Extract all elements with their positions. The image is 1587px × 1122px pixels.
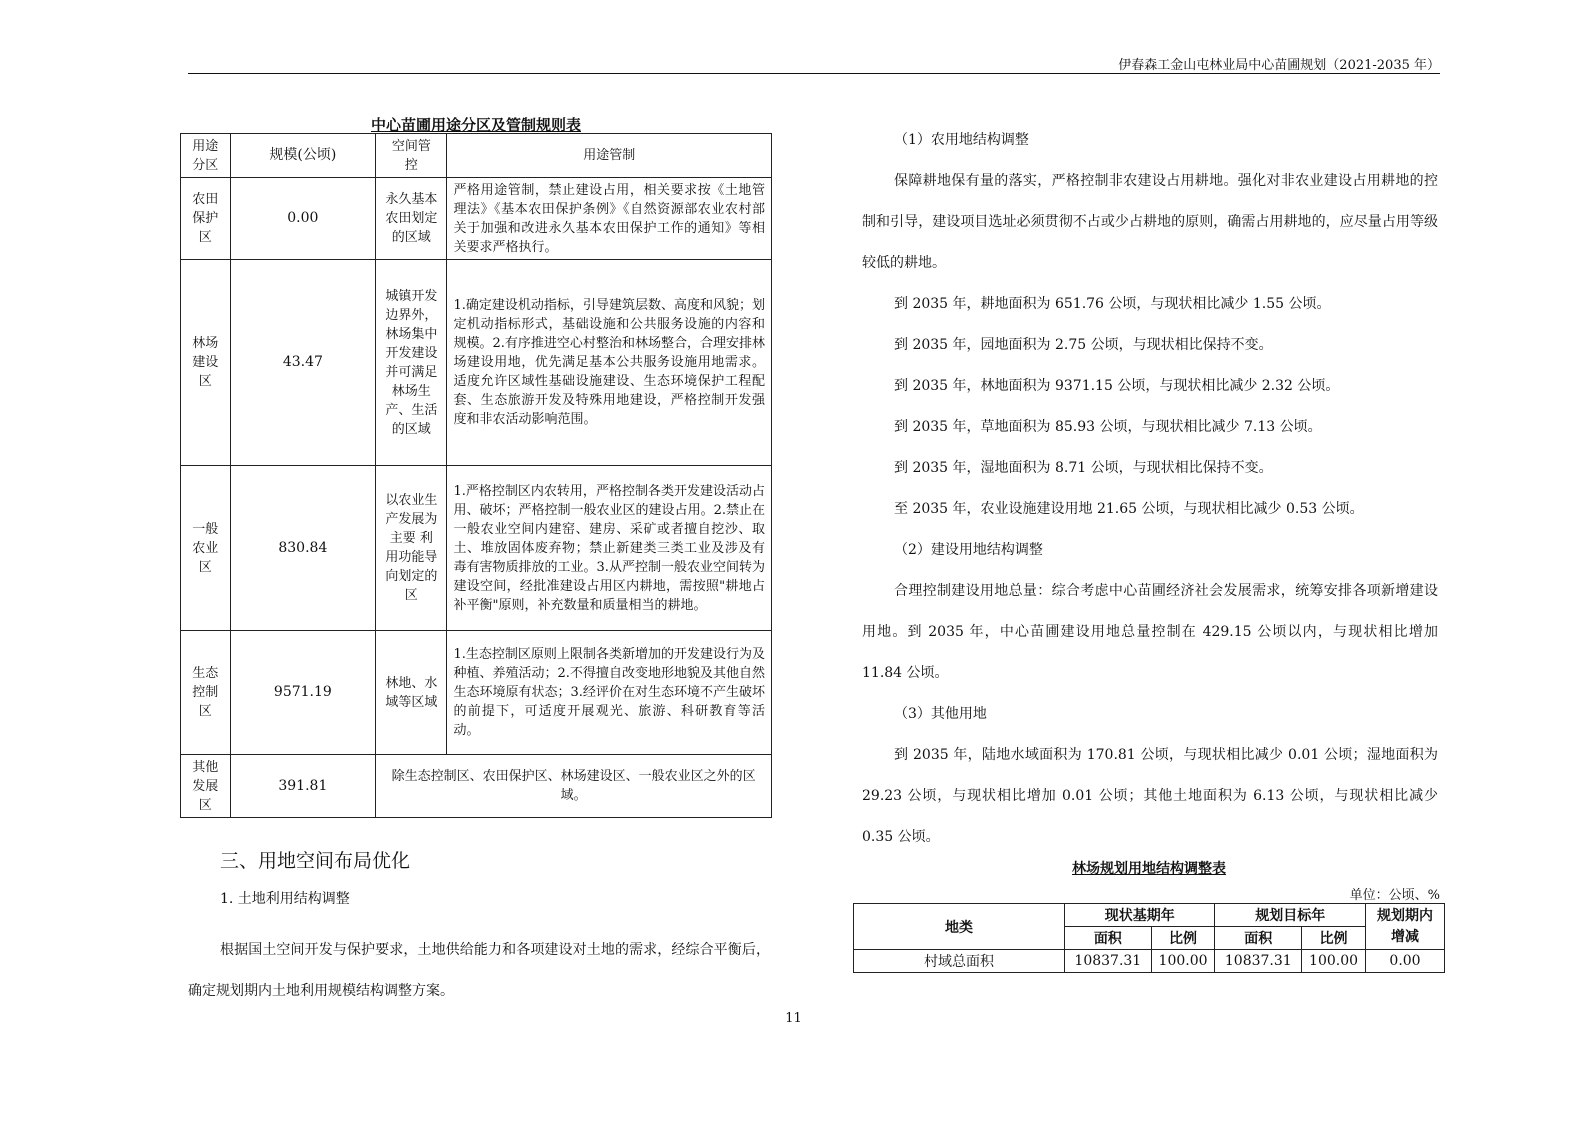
merged-usage-cell: 除生态控制区、农田保护区、林场建设区、一般农业区之外的区域。 bbox=[376, 755, 772, 818]
page-number: 11 bbox=[785, 1011, 802, 1026]
scale-cell: 43.47 bbox=[230, 260, 376, 466]
zone-cell: 生态控制区 bbox=[181, 631, 231, 755]
usage-cell: 1.确定建设机动指标，引导建筑层数、高度和风貌；划定机动指标形式，基础设施和公共服务设施的内容和规模。2.有序推进空心村整治和林场整合，合理安排林场建设用地，优先满足基本公共服务设施用地需求。适度允许区域性基础设施建设、生态环境保护工程配套、生态旅游开发及特殊用地建设，严格控制开发强度和非农活动影响范围。 bbox=[447, 260, 772, 466]
body-paragraph: 合理控制建设用地总量：综合考虑中心苗圃经济社会发展需求，统筹安排各项新增建设用地。到 2035 年，中心苗圃建设用地总量控制在 429.15 公顷以内，与现状相比增加 11.84 公顷。 bbox=[862, 583, 1438, 681]
page-header: 伊春森工金山屯林业局中心苗圃规划（2021-2035 年） bbox=[1118, 58, 1440, 73]
section-heading: 三、用地空间布局优化 bbox=[220, 850, 411, 872]
col-header-scale: 规模(公顷) bbox=[230, 134, 376, 178]
body-line: 到 2035 年，湿地面积为 8.71 公顷，与现状相比保持不变。 bbox=[894, 460, 1273, 476]
table-row bbox=[181, 631, 772, 755]
subheading-construction: （2）建设用地结构调整 bbox=[894, 542, 1043, 558]
value-cell: 10837.31 bbox=[1215, 950, 1302, 973]
col-header-target: 规划目标年 bbox=[1215, 904, 1366, 927]
usage-cell: 1.严格控制区内农转用，严格控制各类开发建设活动占用、破坏；严格控制一般农业区的建设占用。2.禁止在一般农业空间内建窑、建房、采矿或者擅自挖沙、取土、堆放固体废弃物；禁止新建类三类工业及涉及有毒有害物质排放的工业。3.从严控制一般农业空间转为建设空间，经批准建设占用区内耕地，需按照"耕地占补平衡"原则，补充数量和质量相当的耕地。 bbox=[447, 466, 772, 631]
value-cell: 100.00 bbox=[1302, 950, 1366, 973]
right-column bbox=[862, 120, 1438, 858]
value-cell: 0.00 bbox=[1366, 950, 1445, 973]
table-row bbox=[181, 466, 772, 631]
table-row bbox=[181, 178, 772, 260]
body-line: 到 2035 年，耕地面积为 651.76 公顷，与现状相比减少 1.55 公顷。 bbox=[894, 296, 1331, 312]
col-header-control: 空间管控 bbox=[376, 134, 447, 178]
col-header-area: 面积 bbox=[1065, 927, 1152, 950]
col-header-change: 规划期内增减 bbox=[1366, 904, 1445, 950]
value-cell: 10837.31 bbox=[1065, 950, 1152, 973]
zone-cell: 农田保护区 bbox=[181, 178, 231, 260]
scale-cell: 0.00 bbox=[230, 178, 376, 260]
zone-table-title: 中心苗圃用途分区及管制规则表 bbox=[370, 116, 581, 134]
col-header-ratio: 比例 bbox=[1151, 927, 1215, 950]
zone-cell: 一般农业区 bbox=[181, 466, 231, 631]
body-line: 到 2035 年，林地面积为 9371.15 公顷，与现状相比减少 2.32 公顷。 bbox=[894, 378, 1340, 394]
col-header-zone: 用途分区 bbox=[181, 134, 231, 178]
body-line: 到 2035 年，草地面积为 85.93 公顷，与现状相比减少 7.13 公顷。 bbox=[894, 419, 1322, 435]
control-cell: 城镇开发边界外，林场集中开发建设并可满足林场生产、生活的区域 bbox=[376, 260, 447, 466]
subheading-other: （3）其他用地 bbox=[894, 706, 987, 722]
col-header-area: 面积 bbox=[1215, 927, 1302, 950]
scale-cell: 830.84 bbox=[230, 466, 376, 631]
control-cell: 以农业生产发展为主要 利用功能导向划定的区 bbox=[376, 466, 447, 631]
body-line: 至 2035 年，农业设施建设用地 21.65 公顷，与现状相比减少 0.53 公顷。 bbox=[894, 501, 1364, 517]
subsection-heading: 1. 土地利用结构调整 bbox=[220, 891, 350, 907]
control-cell: 永久基本农田划定的区域 bbox=[376, 178, 447, 260]
body-paragraph: 到 2035 年，陆地水域面积为 170.81 公顷，与现状相比减少 0.01 公顷；湿地面积为 29.23 公顷，与现状相比增加 0.01 公顷；其他土地面积为 6.13 公顷，与现状相比减少 0.35 公顷。 bbox=[862, 747, 1438, 845]
usage-cell: 严格用途管制，禁止建设占用，相关要求按《土地管理法》《基本农田保护条例》《自然资源部农业农村部关于加强和改进永久基本农田保护工作的通知》等相关要求严格执行。 bbox=[447, 178, 772, 260]
body-paragraph: 根据国土空间开发与保护要求，土地供给能力和各项建设对土地的需求，经综合平衡后，确定规划期内土地利用规模结构调整方案。 bbox=[188, 942, 770, 999]
forest-table bbox=[853, 903, 1445, 973]
zone-cell: 林场建设区 bbox=[181, 260, 231, 466]
header-rule bbox=[188, 73, 1440, 74]
subheading-farmland: （1）农用地结构调整 bbox=[894, 132, 1029, 148]
col-header-current: 现状基期年 bbox=[1065, 904, 1215, 927]
col-header-usage: 用途管制 bbox=[447, 134, 772, 178]
zone-table bbox=[180, 133, 772, 818]
col-header-type: 地类 bbox=[854, 904, 1065, 950]
body-line: 到 2035 年，园地面积为 2.75 公顷，与现状相比保持不变。 bbox=[894, 337, 1273, 353]
table-row bbox=[181, 755, 772, 818]
table-row bbox=[181, 260, 772, 466]
table-row bbox=[854, 950, 1445, 973]
body-paragraph: 保障耕地保有量的落实，严格控制非农建设占用耕地。强化对非农业建设占用耕地的控制和引导，建设项目选址必须贯彻不占或少占耕地的原则，确需占用耕地的，应尽量占用等级较低的耕地。 bbox=[862, 173, 1438, 271]
scale-cell: 9571.19 bbox=[230, 631, 376, 755]
zone-cell: 其他发展区 bbox=[181, 755, 231, 818]
type-cell: 村域总面积 bbox=[854, 950, 1065, 973]
value-cell: 100.00 bbox=[1151, 950, 1215, 973]
unit-label: 单位：公顷、% bbox=[1349, 888, 1440, 903]
col-header-ratio: 比例 bbox=[1302, 927, 1366, 950]
usage-cell: 1.生态控制区原则上限制各类新增加的开发建设行为及种植、养殖活动；2.不得擅自改变地形地貌及其他自然生态环境原有状态；3.经评价在对生态环境不产生破坏的前提下，可适度开展观光、旅游、科研教育等活动。 bbox=[447, 631, 772, 755]
scale-cell: 391.81 bbox=[230, 755, 376, 818]
control-cell: 林地、水域等区域 bbox=[376, 631, 447, 755]
forest-table-title: 林场规划用地结构调整表 bbox=[1072, 861, 1226, 877]
